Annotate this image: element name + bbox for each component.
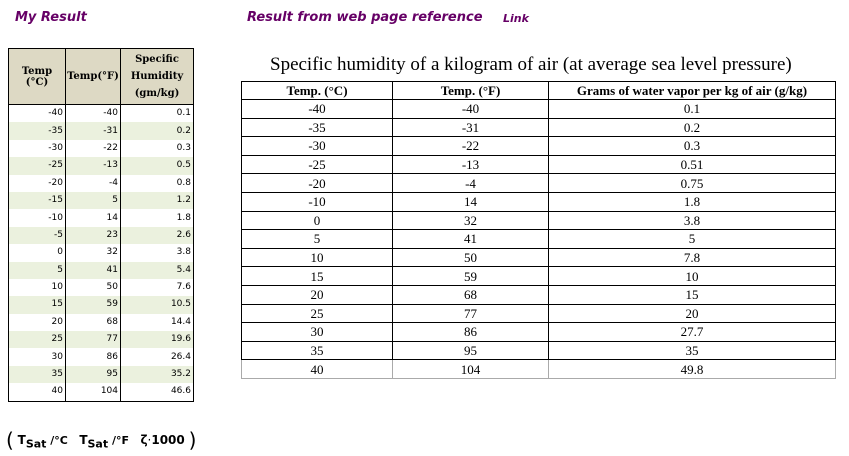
- ref-cell-celsius: 5: [242, 230, 393, 249]
- ref-col-header-grams: Grams of water vapor per kg of air (g/kg): [549, 82, 836, 100]
- cell-celsius: 30: [9, 348, 66, 365]
- my-result-row: [9, 348, 194, 365]
- ref-cell-grams: 15: [549, 285, 836, 304]
- ref-cell-grams: 0.1: [549, 100, 836, 119]
- ref-cell-grams: 5: [549, 230, 836, 249]
- ref-cell-grams: 20: [549, 304, 836, 323]
- my-result-row: [9, 175, 194, 192]
- cell-humidity: 0.3: [121, 140, 194, 157]
- cell-humidity: 7.6: [121, 279, 194, 296]
- ref-cell-celsius: 0: [242, 211, 393, 230]
- reference-row: [242, 192, 836, 211]
- cell-celsius: 40: [9, 383, 66, 401]
- ref-cell-fahrenheit: 104: [393, 360, 549, 379]
- formula-times: ·: [147, 433, 152, 447]
- ref-cell-fahrenheit: 50: [393, 248, 549, 267]
- reference-table-title: Specific humidity of a kilogram of air (at average sea level pressure): [270, 54, 792, 75]
- reference-link[interactable]: Link: [503, 12, 529, 25]
- ref-cell-grams: 1.8: [549, 192, 836, 211]
- formula-unit-c: /°C: [50, 434, 68, 447]
- cell-fahrenheit: -31: [66, 122, 121, 139]
- reference-row: [242, 285, 836, 304]
- cell-humidity: 26.4: [121, 348, 194, 365]
- formula: [6, 428, 196, 452]
- formula-t2: T: [79, 433, 88, 447]
- cell-humidity: 10.5: [121, 296, 194, 313]
- ref-cell-celsius: 15: [242, 267, 393, 286]
- ref-cell-fahrenheit: 59: [393, 267, 549, 286]
- cell-humidity: 1.2: [121, 192, 194, 209]
- ref-cell-celsius: -40: [242, 100, 393, 119]
- ref-cell-fahrenheit: -40: [393, 100, 549, 119]
- cell-humidity: 0.5: [121, 157, 194, 174]
- formula-t-sat-f: [79, 433, 109, 451]
- formula-unit-f: /°F: [111, 434, 129, 447]
- my-result-row: [9, 262, 194, 279]
- cell-celsius: 25: [9, 331, 66, 348]
- ref-cell-grams: 7.8: [549, 248, 836, 267]
- ref-cell-grams: 10: [549, 267, 836, 286]
- cell-celsius: -35: [9, 122, 66, 139]
- cell-fahrenheit: -22: [66, 140, 121, 157]
- ref-cell-celsius: -30: [242, 137, 393, 156]
- cell-fahrenheit: -4: [66, 175, 121, 192]
- reference-row: [242, 155, 836, 174]
- ref-cell-grams: 3.8: [549, 211, 836, 230]
- ref-cell-fahrenheit: 86: [393, 323, 549, 342]
- reference-row: [242, 341, 836, 360]
- ref-cell-celsius: 40: [242, 360, 393, 379]
- cell-fahrenheit: 5: [66, 192, 121, 209]
- ref-cell-grams: 0.3: [549, 137, 836, 156]
- ref-cell-fahrenheit: 41: [393, 230, 549, 249]
- cell-celsius: -10: [9, 209, 66, 226]
- formula-sub1: Sat: [25, 437, 47, 451]
- formula-t1: T: [17, 433, 26, 447]
- my-result-row: [9, 209, 194, 226]
- formula-zeta: ζ: [140, 433, 148, 447]
- reference-row: [242, 248, 836, 267]
- reference-row: [242, 118, 836, 137]
- cell-celsius: 20: [9, 314, 66, 331]
- reference-row: [242, 267, 836, 286]
- formula-close-paren: ): [188, 428, 197, 452]
- my-result-row: [9, 140, 194, 157]
- cell-celsius: 35: [9, 366, 66, 383]
- cell-fahrenheit: 77: [66, 331, 121, 348]
- cell-humidity: 19.6: [121, 331, 194, 348]
- cell-celsius: 5: [9, 262, 66, 279]
- my-result-row: [9, 366, 194, 383]
- cell-celsius: -30: [9, 140, 66, 157]
- cell-fahrenheit: 68: [66, 314, 121, 331]
- reference-header-row: [242, 82, 836, 100]
- cell-fahrenheit: 95: [66, 366, 121, 383]
- cell-celsius: -5: [9, 227, 66, 244]
- ref-cell-celsius: 35: [242, 341, 393, 360]
- cell-celsius: 10: [9, 279, 66, 296]
- ref-cell-grams: 27.7: [549, 323, 836, 342]
- ref-cell-grams: 0.2: [549, 118, 836, 137]
- ref-cell-fahrenheit: 68: [393, 285, 549, 304]
- formula-sub2: Sat: [87, 437, 109, 451]
- cell-fahrenheit: 23: [66, 227, 121, 244]
- formula-t-sat-c: [17, 433, 47, 451]
- cell-celsius: 0: [9, 244, 66, 261]
- reference-row: [242, 100, 836, 119]
- web-result-heading: Result from web page reference: [247, 10, 483, 25]
- my-result-row: [9, 331, 194, 348]
- ref-col-header-celsius: Temp. (°C): [242, 82, 393, 100]
- cell-celsius: 15: [9, 296, 66, 313]
- cell-humidity: 0.1: [121, 105, 194, 123]
- my-result-header-row: [9, 49, 194, 105]
- my-result-row: [9, 227, 194, 244]
- cell-humidity: 35.2: [121, 366, 194, 383]
- col-header-fahrenheit: Temp(°F): [66, 49, 121, 105]
- my-result-row: [9, 192, 194, 209]
- ref-cell-celsius: -35: [242, 118, 393, 137]
- my-result-heading: My Result: [15, 10, 87, 25]
- ref-cell-fahrenheit: -31: [393, 118, 549, 137]
- cell-fahrenheit: 50: [66, 279, 121, 296]
- cell-fahrenheit: 41: [66, 262, 121, 279]
- my-result-row: [9, 244, 194, 261]
- my-result-row: [9, 105, 194, 123]
- ref-cell-celsius: -10: [242, 192, 393, 211]
- cell-fahrenheit: 104: [66, 383, 121, 401]
- col-header-celsius: Temp (°C): [9, 49, 66, 105]
- my-result-row: [9, 314, 194, 331]
- ref-cell-grams: 0.51: [549, 155, 836, 174]
- ref-cell-celsius: 25: [242, 304, 393, 323]
- reference-row: [242, 304, 836, 323]
- col-header-humidity: Specific Humidity (gm/kg): [121, 49, 194, 105]
- ref-col-header-fahrenheit: Temp. (°F): [393, 82, 549, 100]
- formula-factor: 1000: [151, 433, 185, 447]
- reference-row: [242, 230, 836, 249]
- reference-body: [242, 100, 836, 379]
- cell-humidity: 5.4: [121, 262, 194, 279]
- ref-cell-celsius: 20: [242, 285, 393, 304]
- my-result-row: [9, 122, 194, 139]
- cell-humidity: 0.2: [121, 122, 194, 139]
- reference-row: [242, 360, 836, 379]
- reference-row: [242, 137, 836, 156]
- ref-cell-celsius: -20: [242, 174, 393, 193]
- reference-table: [241, 81, 836, 379]
- my-result-row: [9, 157, 194, 174]
- ref-cell-celsius: 30: [242, 323, 393, 342]
- cell-fahrenheit: 59: [66, 296, 121, 313]
- cell-fahrenheit: 86: [66, 348, 121, 365]
- cell-fahrenheit: 32: [66, 244, 121, 261]
- my-result-body: [9, 105, 194, 402]
- ref-cell-grams: 35: [549, 341, 836, 360]
- cell-fahrenheit: 14: [66, 209, 121, 226]
- cell-fahrenheit: -13: [66, 157, 121, 174]
- cell-celsius: -25: [9, 157, 66, 174]
- cell-humidity: 14.4: [121, 314, 194, 331]
- ref-cell-fahrenheit: 77: [393, 304, 549, 323]
- my-result-row: [9, 296, 194, 313]
- ref-cell-fahrenheit: -4: [393, 174, 549, 193]
- ref-cell-fahrenheit: 95: [393, 341, 549, 360]
- ref-cell-grams: 49.8: [549, 360, 836, 379]
- my-result-row: [9, 279, 194, 296]
- reference-row: [242, 211, 836, 230]
- ref-cell-celsius: -25: [242, 155, 393, 174]
- ref-cell-fahrenheit: 32: [393, 211, 549, 230]
- my-result-row: [9, 383, 194, 401]
- cell-celsius: -20: [9, 175, 66, 192]
- cell-celsius: -15: [9, 192, 66, 209]
- ref-cell-grams: 0.75: [549, 174, 836, 193]
- formula-open-paren: (: [6, 428, 14, 452]
- cell-celsius: -40: [9, 105, 66, 123]
- cell-humidity: 2.6: [121, 227, 194, 244]
- cell-humidity: 0.8: [121, 175, 194, 192]
- cell-fahrenheit: -40: [66, 105, 121, 123]
- my-result-table: [8, 48, 194, 402]
- cell-humidity: 46.6: [121, 383, 194, 401]
- reference-row: [242, 174, 836, 193]
- cell-humidity: 1.8: [121, 209, 194, 226]
- ref-cell-celsius: 10: [242, 248, 393, 267]
- reference-row: [242, 323, 836, 342]
- ref-cell-fahrenheit: -13: [393, 155, 549, 174]
- ref-cell-fahrenheit: -22: [393, 137, 549, 156]
- ref-cell-fahrenheit: 14: [393, 192, 549, 211]
- cell-humidity: 3.8: [121, 244, 194, 261]
